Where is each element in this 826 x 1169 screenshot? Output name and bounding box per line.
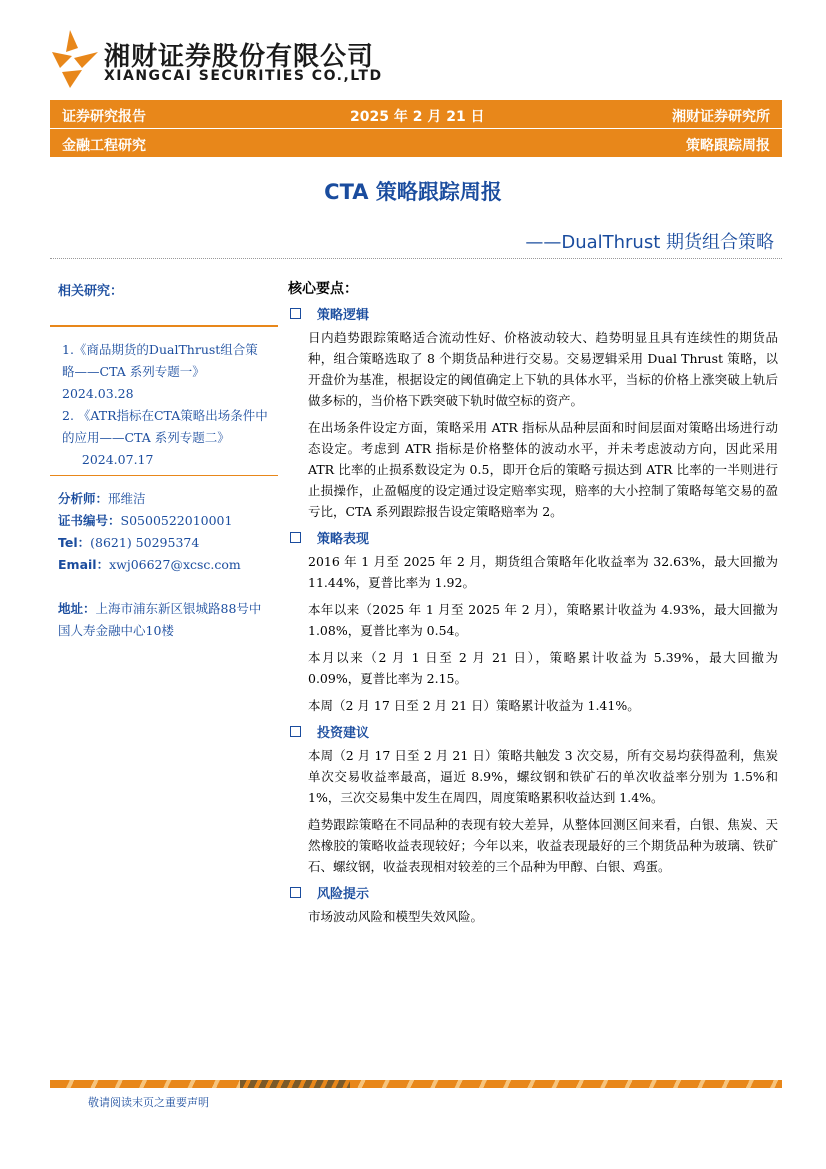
related-item[interactable]: 2. 《ATR指标在CTA策略出场条件中的应用——CTA 系列专题二》 2024.07.17 [62,408,268,467]
checkbox-icon [290,726,301,737]
phone: (8621) 50295374 [90,535,200,550]
brand-name-cn: 湘财证券股份有限公司 [104,42,375,72]
section-header: 策略表现 [290,528,778,547]
report-date: 2025 年 2 月 21 日 [350,109,485,125]
related-list [50,327,278,471]
key-points-heading: 核心要点： [288,281,358,297]
main-content [288,278,778,933]
paragraph: 日内趋势跟踪策略适合流动性好、价格波动较大、趋势明显且具有连续性的期货品种，组合策略选取了 8 个期货品种进行交易。交易逻辑采用 Dual Thrust 策略，以开盘价为基准，根据设定的阈值确定上下轨的具体水平，当标的价格上涨突破上轨后做多标的，当价格下跌突破下轨时做空标的资产。 [308,330,778,408]
brand-name-en: XIANGCAI SECURITIES CO.,LTD [104,68,383,84]
analyst-info: 分析师：邢维洁 证书编号：S0500522010001 Tel：(8621) 50295374 Email：xwj06627@xcsc.com [58,491,241,572]
paragraph: 本年以来（2025 年 1 月至 2025 年 2 月），策略累计收益为 4.93%，最大回撤为 1.08%，夏普比率为 0.54。 [308,602,778,638]
section-header: 投资建议 [290,722,778,741]
paragraph: 趋势跟踪策略在不同品种的表现有较大差异，从整体回测区间来看，白银、焦炭、天然橡胶的策略收益表现较好；今年以来，收益表现最好的三个期货品种为玻璃、铁矿石、螺纹钢，收益表现相对较差的三个品种为甲醇、白银、鸡蛋。 [308,817,778,874]
paragraph: 2016 年 1 月至 2025 年 2 月，期货组合策略年化收益率为 32.63%，最大回撤为 11.44%，夏普比率为 1.92。 [308,554,778,590]
checkbox-icon [290,532,301,543]
report-type: 证券研究报告 [62,109,146,125]
sidebar [50,272,278,476]
footer-disclaimer: 敬请阅读末页之重要声明 [88,1096,209,1109]
footer-stripe [50,1080,782,1088]
header-band-2 [50,129,782,157]
paragraph: 本周（2 月 17 日至 2 月 21 日）策略累计收益为 1.41%。 [308,698,640,713]
paragraph: 本月以来（2 月 1 日至 2 月 21 日），策略累计收益为 5.39%，最大回撤为 0.09%，夏普比率为 2.15。 [308,650,778,686]
paragraph: 市场波动风险和模型失效风险。 [308,909,484,924]
research-category: 金融工程研究 [62,138,146,154]
company-logo [52,30,102,88]
cert-number: S0500522010001 [120,513,233,528]
email-link[interactable]: xwj06627@xcsc.com [109,557,241,572]
analyst-name: 邢维洁 [108,491,146,506]
divider [50,258,782,259]
address: 地址：上海市浦东新区银城路88号中国人寿金融中心10楼 [58,601,262,638]
paragraph: 本周（2 月 17 日至 2 月 21 日）策略共触发 3 次交易，所有交易均获得盈利，焦炭单次交易收益率最高，逼近 8.9%，螺纹钢和铁矿石的单次收益率分别为 1.5%和 1%，三次交易集中发生在周四，周度策略累积收益达到 1.4%。 [308,748,778,805]
report-subtitle: ——DualThrust 期货组合策略 [525,232,774,253]
related-heading: 相关研究： [58,284,124,299]
divider [50,475,278,476]
paragraph: 在出场条件设定方面，策略采用 ATR 指标从品种层面和时间层面对策略出场进行动态设定。考虑到 ATR 指标是价格整体的波动水平，并未考虑波动方向，因此采用 ATR 比率的止损系数设定为 0.5，即开仓后的策略亏损达到 ATR 比率的一半则进行止损操作，止盈幅度的设定通过设定赔率实现，赔率的大小控制了策略每笔交易的盈亏比，CTA 系列跟踪报告设定策略赔率为 2。 [308,420,778,519]
report-title: CTA 策略跟踪周报 [324,180,502,204]
section-header: 策略逻辑 [290,304,778,323]
related-item[interactable]: 1.《商品期货的DualThrust组合策略——CTA 系列专题一》 2024.03.28 [62,342,258,401]
report-series: 策略跟踪周报 [686,138,770,154]
checkbox-icon [290,308,301,319]
section-header: 风险提示 [290,883,778,902]
header-band-1 [50,100,782,128]
institute-name: 湘财证券研究所 [672,109,770,125]
checkbox-icon [290,887,301,898]
